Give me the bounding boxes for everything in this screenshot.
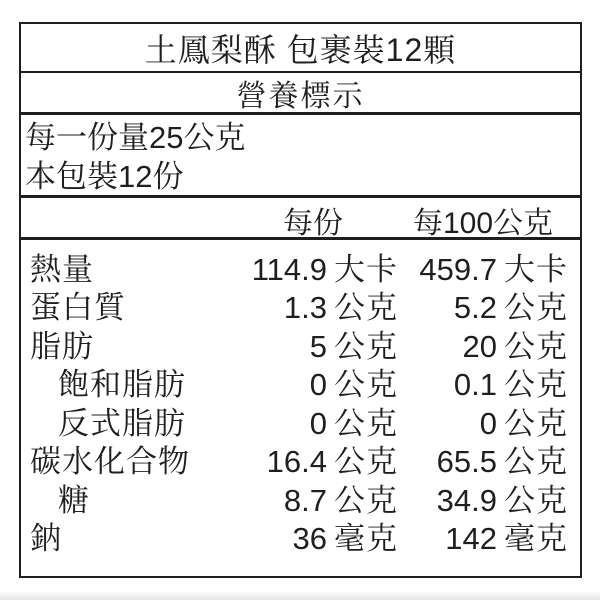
per-serving-value [228, 328, 398, 364]
per-serving-value [228, 405, 398, 441]
nutrient-rows [21, 240, 580, 576]
per-serving-value [228, 290, 398, 326]
per-100g-number: 459.7 [419, 251, 497, 287]
serving-size-line: 每一份量25公克 [25, 120, 246, 155]
per-serving-unit: 公克 [334, 328, 398, 364]
nutrient-row [30, 250, 568, 289]
per-100g-unit: 公克 [504, 405, 568, 441]
per-serving-value [228, 367, 398, 403]
nutrition-label [19, 22, 582, 578]
per-serving-value [228, 444, 398, 480]
per-100g-unit: 公克 [504, 482, 568, 518]
per-100g-value [398, 482, 568, 518]
per-serving-number: 0 [309, 405, 327, 441]
column-header-per-100g: 每100公克 [412, 207, 554, 240]
nutrient-name: 脂肪 [30, 328, 94, 364]
per-100g-number: 0.1 [453, 367, 497, 403]
per-100g-unit: 公克 [504, 290, 568, 326]
per-serving-number: 114.9 [251, 251, 327, 287]
per-100g-unit: 公克 [504, 328, 568, 364]
per-100g-value [398, 521, 568, 557]
nutrient-row [30, 404, 568, 443]
nutrient-row [30, 481, 568, 520]
per-serving-unit: 公克 [334, 482, 398, 518]
per-serving-value [228, 251, 398, 287]
per-100g-number: 5.2 [453, 290, 497, 326]
nutrient-name: 糖 [58, 482, 90, 518]
per-100g-value [398, 444, 568, 480]
per-serving-unit: 大卡 [334, 251, 398, 287]
per-serving-value [228, 521, 398, 557]
per-serving-number: 16.4 [266, 444, 327, 480]
per-serving-number: 36 [292, 521, 327, 557]
nutrient-name: 碳水化合物 [30, 444, 190, 480]
per-100g-value [398, 405, 568, 441]
column-header-row [21, 198, 580, 240]
per-100g-number: 65.5 [436, 444, 497, 480]
per-serving-value [228, 482, 398, 518]
per-100g-number: 142 [445, 521, 497, 557]
per-100g-unit: 公克 [504, 367, 568, 403]
photo-edge-shading [0, 591, 600, 600]
per-100g-unit: 大卡 [504, 251, 568, 287]
per-100g-number: 34.9 [436, 482, 497, 518]
column-header-per-serving: 每份 [283, 207, 343, 240]
per-serving-number: 8.7 [283, 482, 327, 518]
nutrient-name: 蛋白質 [30, 290, 126, 326]
serving-info-section [21, 115, 580, 198]
per-serving-unit: 公克 [334, 444, 398, 480]
per-100g-value [398, 367, 568, 403]
nutrient-row [30, 289, 568, 328]
nutrient-row [30, 366, 568, 405]
nutrient-row [30, 520, 568, 559]
nutrient-name: 反式脂肪 [58, 405, 186, 441]
per-serving-unit: 毫克 [334, 521, 398, 557]
per-100g-unit: 毫克 [504, 521, 568, 557]
nutrition-label-heading: 營養標示 [21, 73, 580, 115]
nutrient-row [30, 443, 568, 482]
per-100g-value [398, 290, 568, 326]
nutrient-name: 熱量 [30, 251, 94, 287]
per-100g-number: 0 [479, 405, 497, 441]
per-serving-number: 5 [309, 328, 327, 364]
servings-per-package-line: 本包裝12份 [25, 159, 184, 194]
nutrient-name: 飽和脂肪 [58, 367, 186, 403]
nutrient-name: 鈉 [30, 521, 62, 557]
per-100g-value [398, 328, 568, 364]
per-100g-value [398, 251, 568, 287]
per-serving-unit: 公克 [334, 367, 398, 403]
product-title: 土鳳梨酥 包裹裝12顆 [21, 24, 580, 73]
per-serving-unit: 公克 [334, 405, 398, 441]
per-100g-unit: 公克 [504, 444, 568, 480]
per-serving-unit: 公克 [334, 290, 398, 326]
per-serving-number: 1.3 [283, 290, 327, 326]
nutrient-row [30, 327, 568, 366]
per-serving-number: 0 [309, 367, 327, 403]
per-100g-number: 20 [462, 328, 497, 364]
